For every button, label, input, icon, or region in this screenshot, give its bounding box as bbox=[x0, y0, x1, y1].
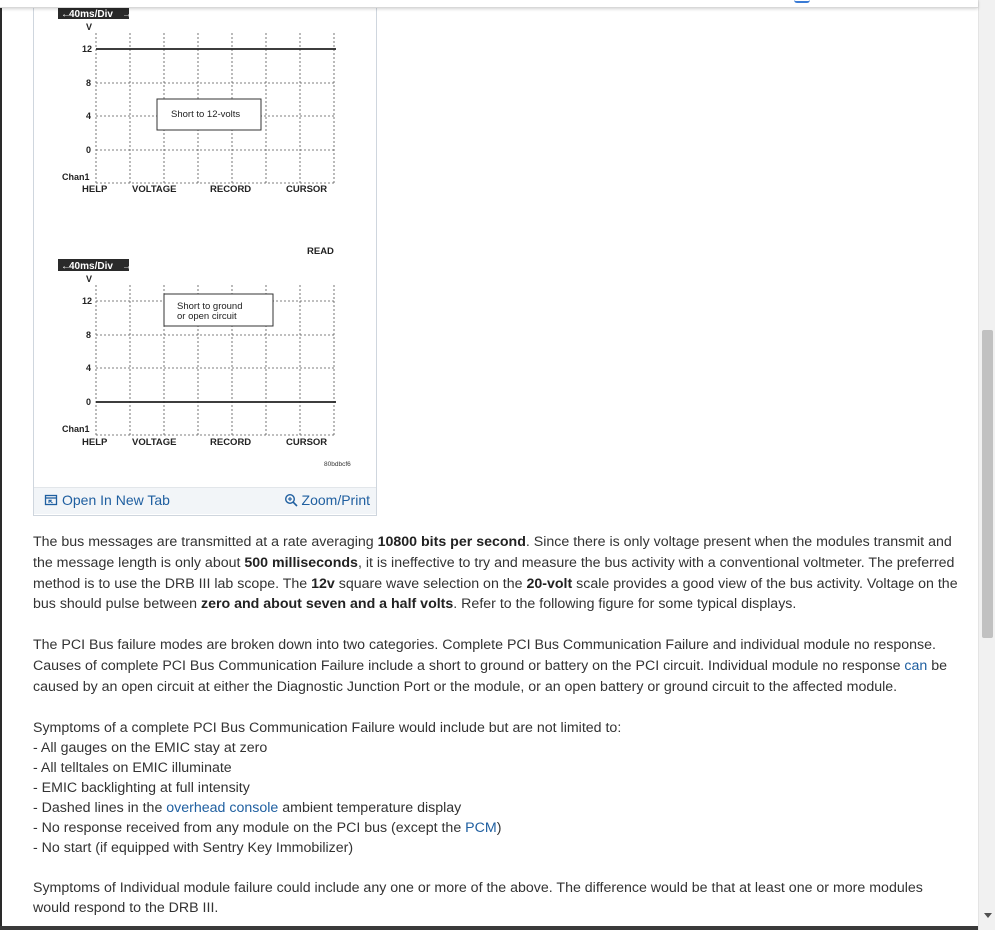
zoom-print-link[interactable] bbox=[284, 492, 370, 508]
list-item: - No start (if equipped with Sentry Key Immobilizer) bbox=[33, 839, 354, 856]
image-code: 80bdbcf6 bbox=[324, 461, 351, 468]
figure-card bbox=[33, 0, 377, 516]
paragraph-failure-modes: The PCI Bus failure modes are broken down into two categories. Complete PCI Bus Communication Failure and individual module no response. Causes of complete PCI Bus Communication Failure include a short to ground or battery on the PCI circuit. Individual module no response can be caused by an open circuit at either the Diagnostic Junction Port or the module, or an open battery or ground circuit to the affected module. bbox=[33, 637, 948, 695]
channel-label-1: Chan1 bbox=[62, 172, 90, 182]
scope-display-2 bbox=[58, 259, 336, 448]
y-tick: 0 bbox=[86, 397, 92, 407]
menu-record-2: RECORD bbox=[210, 437, 252, 448]
scope-display-1 bbox=[58, 7, 336, 195]
list-item: - No response received from any module on the PCI bus (except the PCM) bbox=[33, 819, 502, 836]
toolbar-indicator bbox=[794, 0, 810, 3]
y-tick: 12 bbox=[82, 296, 93, 306]
top-toolbar bbox=[0, 0, 978, 8]
y-tick: 4 bbox=[86, 111, 92, 121]
scrollbar-thumb[interactable] bbox=[982, 330, 993, 638]
list-item: - Dashed lines in the overhead console ambient temperature display bbox=[33, 799, 462, 816]
article-body bbox=[33, 532, 961, 939]
annotation-text-2b: or open circuit bbox=[177, 311, 237, 322]
svg-text:→: → bbox=[122, 261, 132, 272]
annotation-text-2a: Short to ground bbox=[177, 301, 243, 312]
annotation-text-1: Short to 12-volts bbox=[171, 109, 241, 120]
paragraph-bus-messages: The bus messages are transmitted at a rate averaging 10800 bits per second. Since there is only voltage present when the modules transmit and the message length is only about 500 milliseconds, it is ineffective to try and measure the bus activity with a conventional voltmeter. The preferred method is to use the DRB III lab scope. The 12v square wave selection on the 20-volt scale provides a good view of the bus activity. Voltage on the bus should pulse between zero and about seven and a half volts. Refer to the following figure for some typical displays. bbox=[33, 534, 958, 613]
svg-text:←: ← bbox=[61, 9, 71, 20]
timebase-label-2: 40ms/Div bbox=[69, 261, 113, 272]
menu-help-2: HELP bbox=[82, 437, 108, 448]
read-label: READ bbox=[307, 246, 334, 257]
menu-voltage-1: VOLTAGE bbox=[132, 184, 177, 195]
vertical-scrollbar[interactable] bbox=[978, 0, 995, 930]
open-new-tab-icon bbox=[44, 493, 58, 507]
scroll-down-arrow-icon[interactable] bbox=[984, 913, 992, 918]
y-unit-label-2: V bbox=[86, 274, 93, 284]
menu-cursor-1: CURSOR bbox=[286, 184, 328, 195]
y-tick: 8 bbox=[86, 330, 92, 340]
list-item: - EMIC backlighting at full intensity bbox=[33, 779, 250, 796]
y-tick: 8 bbox=[86, 78, 92, 88]
menu-record-1: RECORD bbox=[210, 184, 252, 195]
menu-help-1: HELP bbox=[82, 184, 108, 195]
svg-text:→: → bbox=[122, 9, 132, 20]
glossary-link-can[interactable]: can bbox=[904, 657, 928, 674]
menu-voltage-2: VOLTAGE bbox=[132, 437, 177, 448]
zoom-print-label: Zoom/Print bbox=[301, 492, 370, 508]
y-unit-label-1: V bbox=[86, 22, 93, 32]
figure-footer bbox=[34, 487, 376, 514]
overhead-console-link[interactable]: overhead console bbox=[166, 799, 279, 816]
y-tick: 0 bbox=[86, 145, 92, 155]
symptom-list bbox=[33, 718, 961, 858]
pcm-link[interactable]: PCM bbox=[465, 819, 497, 836]
list-item: - All gauges on the EMIC stay at zero bbox=[33, 739, 268, 756]
open-new-tab-link[interactable] bbox=[44, 492, 170, 508]
svg-text:←: ← bbox=[61, 261, 71, 272]
left-border bbox=[0, 0, 2, 930]
list-intro: Symptoms of a complete PCI Bus Communication Failure would include but are not limited to: bbox=[33, 719, 622, 736]
zoom-in-icon bbox=[284, 493, 298, 507]
paragraph-individual-failure: Symptoms of Individual module failure could include any one or more of the above. The difference would be that at least one or more modules would respond to the DRB III. bbox=[33, 879, 923, 917]
y-tick: 4 bbox=[86, 363, 92, 373]
y-tick: 12 bbox=[82, 44, 93, 54]
scope-figure-image bbox=[34, 0, 376, 487]
open-new-tab-label: Open In New Tab bbox=[62, 492, 170, 508]
menu-cursor-2: CURSOR bbox=[286, 437, 328, 448]
bottom-border bbox=[0, 926, 978, 930]
channel-label-2: Chan1 bbox=[62, 424, 90, 434]
list-item: - All telltales on EMIC illuminate bbox=[33, 759, 232, 776]
timebase-label-1: 40ms/Div bbox=[69, 9, 113, 20]
